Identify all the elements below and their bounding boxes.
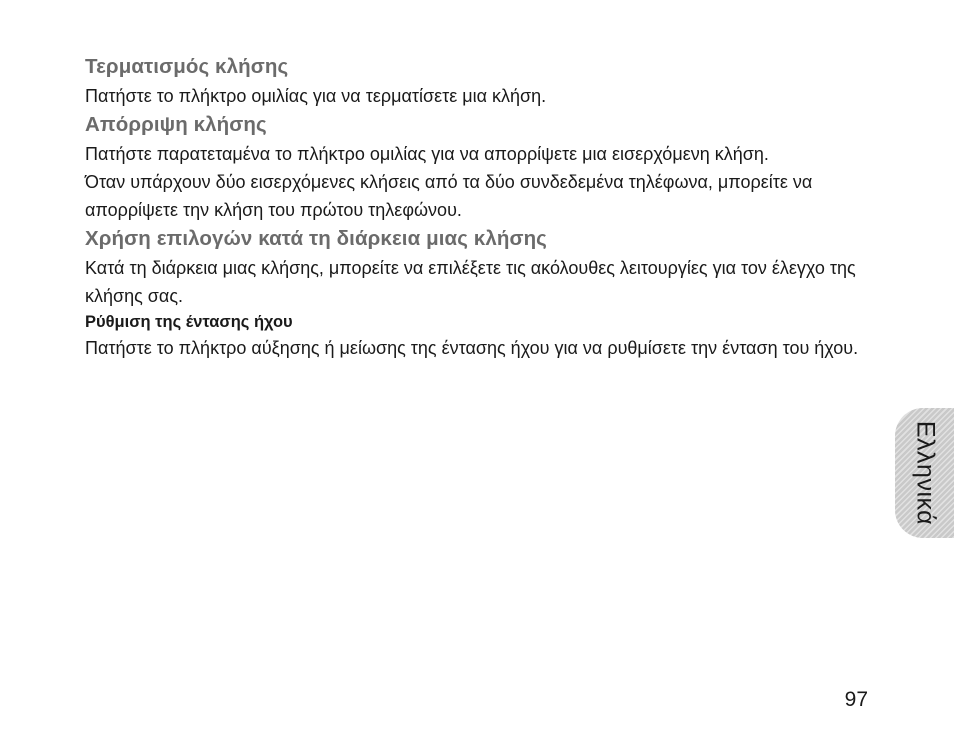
subheading-adjust-volume: Ρύθμιση της έντασης ήχου [85, 313, 293, 331]
paragraph-end-call: Πατήστε το πλήκτρο ομιλίας για να τερματίσετε μια κλήση. [85, 86, 547, 106]
heading-end-call: Τερματισμός κλήσης [85, 55, 289, 78]
paragraph-reject-two-calls: Όταν υπάρχουν δύο εισερχόμενες κλήσεις από τα δύο συνδεδεμένα τηλέφωνα, μπορείτε να απορρίψετε την κλήση του πρώτου τηλεφώνου. [85, 172, 813, 220]
heading-reject-call: Απόρριψη κλήσης [85, 113, 267, 136]
page-number: 97 [844, 688, 868, 711]
paragraph-adjust-volume: Πατήστε το πλήκτρο αύξησης ή μείωσης της έντασης ήχου για να ρυθμίσετε την ένταση του ήχου. [85, 338, 859, 358]
language-tab [895, 408, 954, 538]
heading-in-call-options: Χρήση επιλογών κατά τη διάρκεια μιας κλήσης [85, 227, 547, 250]
language-tab-label: Ελληνικά [911, 420, 939, 526]
paragraph-reject-call: Πατήστε παρατεταμένα το πλήκτρο ομιλίας για να απορρίψετε μια εισερχόμενη κλήση. [85, 144, 769, 164]
paragraph-in-call-options: Κατά τη διάρκεια μιας κλήσης, μπορείτε να επιλέξετε τις ακόλουθες λειτουργίες για τον έλεγχο της κλήσης σας. [85, 258, 856, 306]
page-content [85, 52, 875, 362]
